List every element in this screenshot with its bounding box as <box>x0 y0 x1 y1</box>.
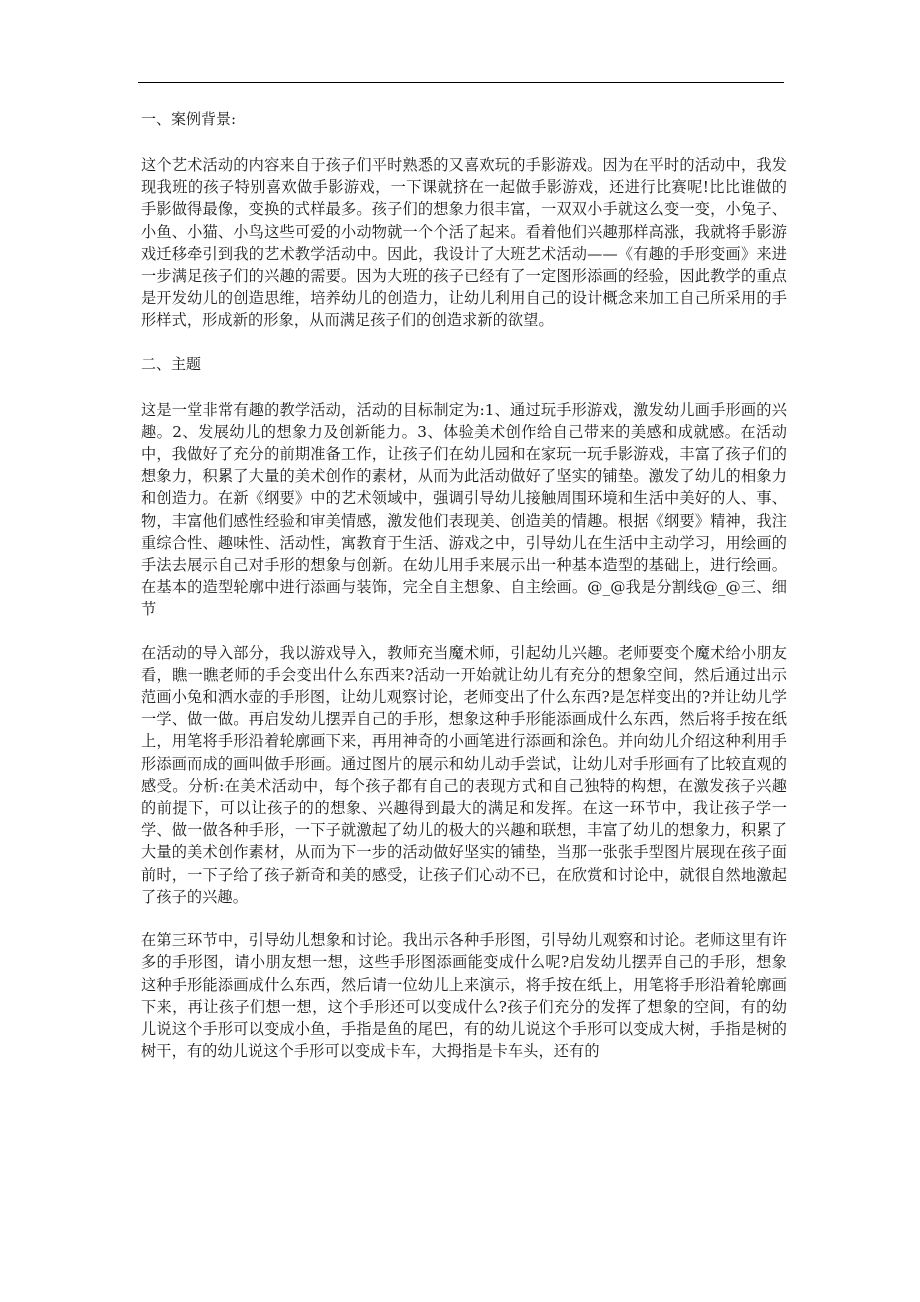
document-body <box>141 108 787 1062</box>
section-heading-theme: 二、主题 <box>141 354 202 373</box>
paragraph-intro-activity: 在活动的导入部分，我以游戏导入，教师充当魔术师，引起幼儿兴趣。老师要变个魔术给小朋友看，瞧一瞧老师的手会变出什么东西来?活动一开始就让幼儿有充分的想象空间，然后通过出示范画小兔和洒水壶的手形图，让幼儿观察讨论，老师变出了什么东西?是怎样变出的?并让幼儿学一学、做一做。再启发幼儿摆弄自己的手形，想象这种手形能添画成什么东西，然后将手按在纸上，用笔将手形沿着轮廓画下来，再用神奇的小画笔进行添画和涂色。并向幼儿介绍这种利用手形添画而成的画叫做手形画。通过图片的展示和幼儿动手尝试，让幼儿对手形画有了比较直观的感受。分析:在美术活动中，每个孩子都有自己的表现方式和自己独特的构想，在激发孩子兴趣的前提下，可以让孩子的的想象、兴趣得到最大的满足和发挥。在这一环节中，我让孩子学一学、做一做各种手形，一下子就激起了幼儿的极大的兴趣和联想，丰富了幼儿的想象力，积累了大量的美术创作素材，从而为下一步的活动做好坚实的铺垫，当那一张张手型图片展现在孩子面前时，一下子给了孩子新奇和美的感受，让孩子们心动不已，在欣赏和讨论中，就很自然地激起了孩子的兴趣。 <box>141 643 787 906</box>
section-heading-background: 一、案例背景: <box>141 110 237 128</box>
paragraph-theme: 这是一堂非常有趣的教学活动，活动的目标制定为:1、通过玩手形游戏，激发幼儿画手形画的兴趣。2、发展幼儿的想象力及创新能力。3、体验美术创作给自己带来的美感和成就感。在活动中，我做好了充分的前期准备工作，让孩子们在幼儿园和在家玩一玩手影游戏，丰富了孩子们的想象力，积累了大量的美术创作的素材，从而为此活动做好了坚实的铺垫。激发了幼儿的相象力和创造力。在新《纲要》中的艺术领域中，强调引导幼儿接触周围环境和生活中美好的人、事、物，丰富他们感性经验和审美情感，激发他们表现美、创造美的情趣。根据《纲要》精神，我注重综合性、趣味性、活动性，寓教育于生活、游戏之中，引导幼儿在生活中主动学习，用绘画的手法去展示自己对手形的想象与创新。在幼儿用手来展示出一种基本造型的基础上，进行绘画。在基本的造型轮廓中进行添画与装饰，完全自主想象、自主绘画。@_@我是分割线@_@三、细节 <box>141 400 787 619</box>
paragraph-background: 这个艺术活动的内容来自于孩子们平时熟悉的又喜欢玩的手影游戏。因为在平时的活动中，我发现我班的孩子特别喜欢做手影游戏，一下课就挤在一起做手影游戏，还进行比赛呢!比比谁做的手影做得最像，变换的式样最多。孩子们的想象力很丰富，一双双小手就这么变一变，小兔子、小鱼、小猫、小鸟这些可爱的小动物就一个个活了起来。看着他们兴趣那样高涨，我就将手影游戏迁移牵引到我的艺术教学活动中。因此，我设计了大班艺术活动——《有趣的手形变画》来进一步满足孩子们的兴趣的需要。因为大班的孩子已经有了一定图形添画的经验，因此教学的重点是开发幼儿的创造思维，培养幼儿的创造力，让幼儿利用自己的设计概念来加工自己所采用的手形样式，形成新的形象，从而满足孩子们的创造求新的欲望。 <box>141 156 787 330</box>
paragraph-third-stage: 在第三环节中，引导幼儿想象和讨论。我出示各种手形图，引导幼儿观察和讨论。老师这里有许多的手形图，请小朋友想一想，这些手形图添画能变成什么呢?启发幼儿摆弄自己的手形，想象这种手形能添画成什么东西，然后请一位幼儿上来演示，将手按在纸上，用笔将手形沿着轮廓画下来，再让孩子们想一想，这个手形还可以变成什么?孩子们充分的发挥了想象的空间，有的幼儿说这个手形可以变成小鱼，手指是鱼的尾巴，有的幼儿说这个手形可以变成大树，手指是树的树干，有的幼儿说这个手形可以变成卡车，大拇指是卡车头，还有的 <box>141 931 787 1061</box>
header-rule <box>138 82 784 83</box>
